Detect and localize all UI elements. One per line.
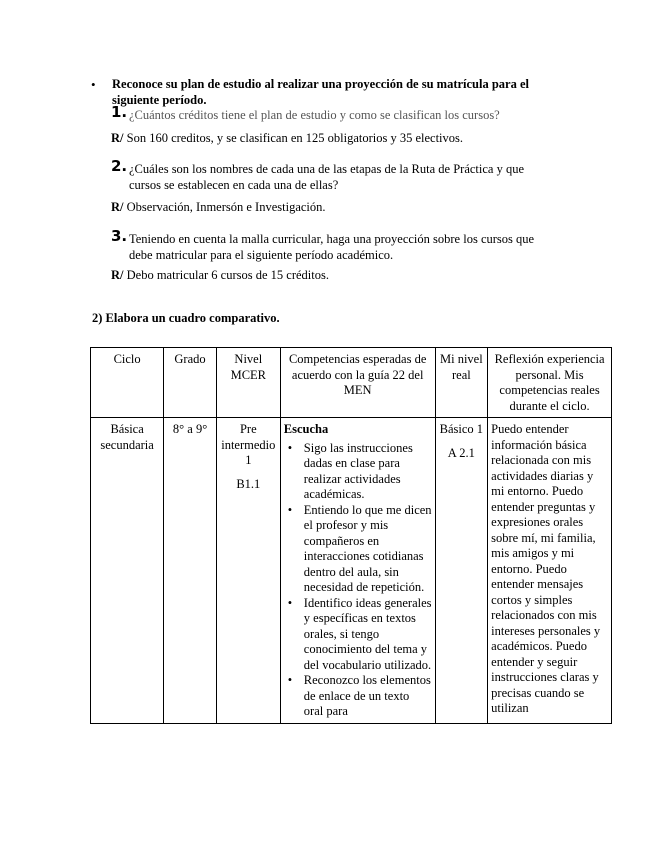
list-item: • Reconozco los elementos de enlace de un texto oral para xyxy=(304,673,432,720)
list-item: • Sigo las instrucciones dadas en clase para realizar actividades académicas. xyxy=(304,441,432,503)
section-title: 2) Elabora un cuadro comparativo. xyxy=(92,311,280,325)
header-nivel-mcer: Nivel MCER xyxy=(216,348,280,418)
objective-bullet xyxy=(91,76,551,108)
header-ciclo: Ciclo xyxy=(91,348,164,418)
bullet-icon: • xyxy=(91,77,96,92)
header-reflexion: Reflexión experiencia personal. Mis competencias reales durante el ciclo. xyxy=(488,348,612,418)
answer-text: Debo matricular 6 cursos de 15 créditos. xyxy=(126,268,329,282)
question-number: 2. xyxy=(111,157,128,175)
answer-text: Son 160 creditos, y se clasifican en 125 obligatorios y 35 electivos. xyxy=(126,131,464,145)
cell-competencias xyxy=(280,418,435,724)
answer-1 xyxy=(111,130,463,146)
cell-nivel-mcer xyxy=(216,418,280,724)
question-number: 3. xyxy=(111,227,128,245)
answer-label: R/ xyxy=(111,131,124,145)
mi-nivel-label: Básico 1 xyxy=(439,422,484,436)
answer-text: Observación, Inmersón e Investigación. xyxy=(126,200,326,214)
table-header-row xyxy=(91,348,612,418)
answer-label: R/ xyxy=(111,200,124,214)
competencias-title: Escucha xyxy=(283,422,329,436)
nivel-mcer-label: Pre intermedio 1 xyxy=(221,422,276,467)
question-text: ¿Cuáles son los nombres de cada una de las etapas de la Ruta de Práctica y que cursos se establecen en cada una de ellas? xyxy=(129,162,525,192)
table-row xyxy=(91,418,612,724)
question-2 xyxy=(111,157,551,193)
question-3 xyxy=(111,227,556,263)
answer-3 xyxy=(111,267,329,283)
cell-grado: 8° a 9° xyxy=(164,418,217,724)
list-item: • Entiendo lo que me dicen el profesor y mis compañeros en interacciones cotidianas dentro del aula, sin necesidad de repetición. xyxy=(304,503,432,596)
header-grado: Grado xyxy=(164,348,217,418)
cell-mi-nivel xyxy=(435,418,488,724)
answer-2 xyxy=(111,199,326,215)
nivel-mcer-code: B1.1 xyxy=(236,476,261,491)
mi-nivel-code: A 2.1 xyxy=(447,445,475,460)
question-text: ¿Cuántos créditos tiene el plan de estudio y como se clasifican los cursos? xyxy=(129,108,500,122)
header-competencias: Competencias esperadas de acuerdo con la guía 22 del MEN xyxy=(280,348,435,418)
cell-reflexion: Puedo entender información básica relacionada con mis actividades diarias y mi entorno. Puedo entender preguntas y expresiones orales sobre mí, mi familia, mis amigos y mi entorno. Puedo entender mensajes cortos y simples relacionados con mis intereses personales y académicos. Puedo entender y seguir instrucciones claras y precisas cuando se utilizan xyxy=(488,418,612,724)
competencias-list xyxy=(284,441,432,720)
cell-ciclo: Básica secundaria xyxy=(91,418,164,724)
question-number: 1. xyxy=(111,103,128,121)
header-mi-nivel: Mi nivel real xyxy=(435,348,488,418)
question-1 xyxy=(111,103,561,123)
objective-title: Reconoce su plan de estudio al realizar una proyección de su matrícula para el siguiente período. xyxy=(112,77,530,107)
comparison-table xyxy=(90,347,612,724)
list-item: • Identifico ideas generales y específicas en textos orales, si tengo conocimiento del tema y del vocabulario utilizado. xyxy=(304,596,432,674)
answer-label: R/ xyxy=(111,268,124,282)
question-text: Teniendo en cuenta la malla curricular, haga una proyección sobre los cursos que debe matricular para el siguiente período académico. xyxy=(129,232,535,262)
